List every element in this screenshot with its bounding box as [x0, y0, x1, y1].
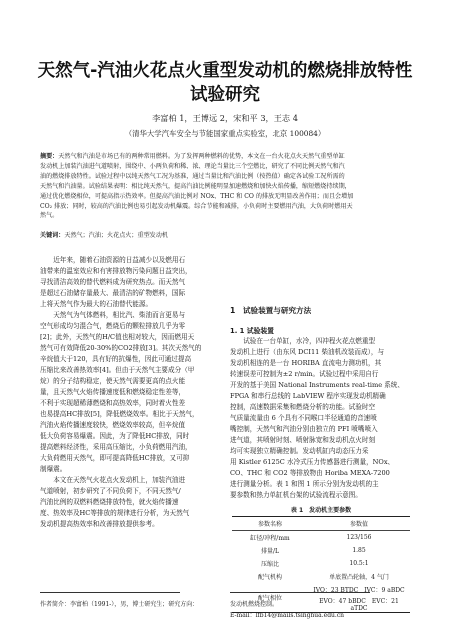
- affiliation: （清华大学汽车安全与节能国家重点实验室，北京 100084）: [124, 129, 326, 138]
- intro-paragraph-3: 本文在天然气火花点火发动机上，加装汽油进 气道喷射，初步研究了不同负荷下，不同天然气/ 汽油比例的双燃料燃烧排放特性，就火焰传播速 度、热效率及HC等排放的规律进行分析，为天然气 发动机提高热效率和改善排放提供参考。: [40, 476, 190, 528]
- author-footnote: 作者简介：李富柏（1991-），男，博士研究生；研究方向：: [40, 601, 199, 608]
- table-header-cell: 参数值: [349, 521, 368, 528]
- abstract-line: 油的燃烧排放特性。试验过程中以纯天然气工况为基准，通过当量比和汽油比例（按热值）确定各试验工况所需的: [40, 172, 345, 180]
- intro-paragraph-1: 近年来，随着石油资源的日益减少以及燃用石 油带来的温室效应和有害排放物污染问题日益突出， 寻找清洁高效的替代燃料成为研究热点。而天然气 是超过石油储存量最大、最清洁的矿物燃料，国际 上将天然气作为最大的石油替代能源。: [40, 256, 192, 308]
- abstract-line: 通过优化燃烧相位，可提高指示热效率。但提高汽油比例对 NOx、THC 和 CO 的排放无明显改善作用；而且会增加: [40, 192, 354, 200]
- table-header-cell: 参数名称: [257, 521, 282, 528]
- left-column: [40, 255, 222, 530]
- table-row: 压缩比 10.5:1: [260, 560, 369, 568]
- abstract-line: 然气。: [40, 212, 59, 220]
- abstract-label: 摘要：: [40, 153, 59, 160]
- abstract-line: CO₂ 排放；同时，较高的汽油比例也易引起发动机爆震。综合节能和减排，小负荷时主要燃用汽油，大负荷时燃用天: [40, 202, 353, 210]
- section-heading: 1 试验装置与研究方法: [230, 306, 312, 315]
- paper-title-line2: 试验研究: [190, 85, 260, 105]
- subsection-heading: 1. 1 试验装置: [230, 327, 274, 335]
- paper-title-line1: 天然气-汽油火花点火重型发动机的燃烧排放特性: [37, 61, 413, 81]
- table-caption: 表 1 发动机主要参数: [290, 507, 352, 514]
- right-column-text: [230, 336, 412, 501]
- table-row: 排量/L 1.85: [260, 547, 366, 555]
- setup-paragraph: 试验在一台单缸，水冷，四冲程火花点燃重型 发动机上进行（由东风 DCI11 柴油机改装而成），与 发动机相连的是一台 HORIBA 直流电力测功机，其 转速误差可控制为±2 r/min。试验过程中采用自行 开发的基于美国 National Instruments real-time 系统、 FPGA 和串行总线的 LabVIEW 程序实现发动机精确 控制，高速数据采集和燃烧分析的功能。试验时空 气质量流量由 6 个具有不同喉口半径通道的音速喷 嘴控制，天然气和汽油分别由独立的 PFI 喷嘴喷入 进气道，其喷射时刻、喷射脉宽和发动机点火时刻 均可实现独立精确控制。发动机缸内动态压力采 用 Kistler 6125C 水冷式压力传感器进行测量，NOx、 CO、THC 和 CO2 等排放物由 Horiba MEXA-7200 进行测量分析。表 1 和图 1 所示分别为发动机的主 要参数和热力单缸机台架的试验流程示意图。: [230, 337, 404, 499]
- table-row: 配气机构 单底置凸轮轴，4 气门: [257, 574, 389, 581]
- footnote-continued: 发动机燃烧控制。: [230, 601, 279, 608]
- table-header-row: [232, 517, 410, 531]
- abstract-line: 天然气和汽油量。试验结果表明：相比纯天然气，提高汽油比例能明显加速燃烧和加快火焰传播，缩短燃烧持续期，: [40, 182, 351, 190]
- intro-paragraph-2: 天然气为气体燃料，相比汽、柴油而言更易与 空气形成均匀混合气，燃烧后的颗粒排放几乎为零 [2]；此外，天然气的H/C值也相对较大，因而燃用天 然气可有效降低20-30%的CO2排放[3]。其次天然气的 辛烷值大于120，具有好的抗爆性，因此可通过提高 压缩比来改善热效率[4]。但由于天然气主要成分（甲 烷）的分子结构稳定，使天然气需要更高的点火能 量，且天然气火焰传播速度低和燃烧稳定性差等， 不利于实现超稀薄燃烧和高热效率，同时着火性差 也易提高HC排放[5]，降低燃烧效率。相比于天然气， 汽油火焰传播速度较快，燃烧效率较高，但辛烷值 低大负荷容易爆震。因此，为了降低HC排放，同时 提高燃料经济性，采用高压缩比，小负荷燃用汽油， 大负荷燃用天然气，即可提高降低HC排放，又可抑 制爆震。: [40, 311, 202, 473]
- table-row: 配气相位 IVO：23 BTDC IVC：9 aBDC: [257, 587, 405, 602]
- keywords: [40, 230, 412, 239]
- footnote-rule-left: [40, 592, 180, 593]
- author-list: 李富柏 1，王博远 2，宋和平 3，王志 4: [152, 113, 298, 123]
- abstract: [40, 152, 412, 221]
- table-row: 缸径/冲程/mm 123/156: [250, 534, 372, 542]
- keywords-label: 关键词：: [40, 232, 65, 239]
- table-row: EVO：47 bBDC EVC：21 aTDC: [232, 596, 410, 613]
- author-email: E-mail：lfb14@mails.tsinghua.edu.cn: [230, 612, 345, 619]
- keywords-text: 天然气；汽油；火花点火；重型发动机: [64, 232, 168, 239]
- abstract-line: 发动机上加装汽油进气道喷射，围绕中、小两负荷和稀、浓、理论当量比三个空燃比，研究了不同比例天然气和汽: [40, 162, 345, 170]
- engine-parameter-table: [232, 516, 410, 613]
- footnote-rule-right: [230, 592, 370, 593]
- abstract-line: 天然气和汽油是市场已有的两种常用燃料。为了发挥两种燃料的优势，本文在一台火花点火天然气重型单缸: [58, 153, 345, 160]
